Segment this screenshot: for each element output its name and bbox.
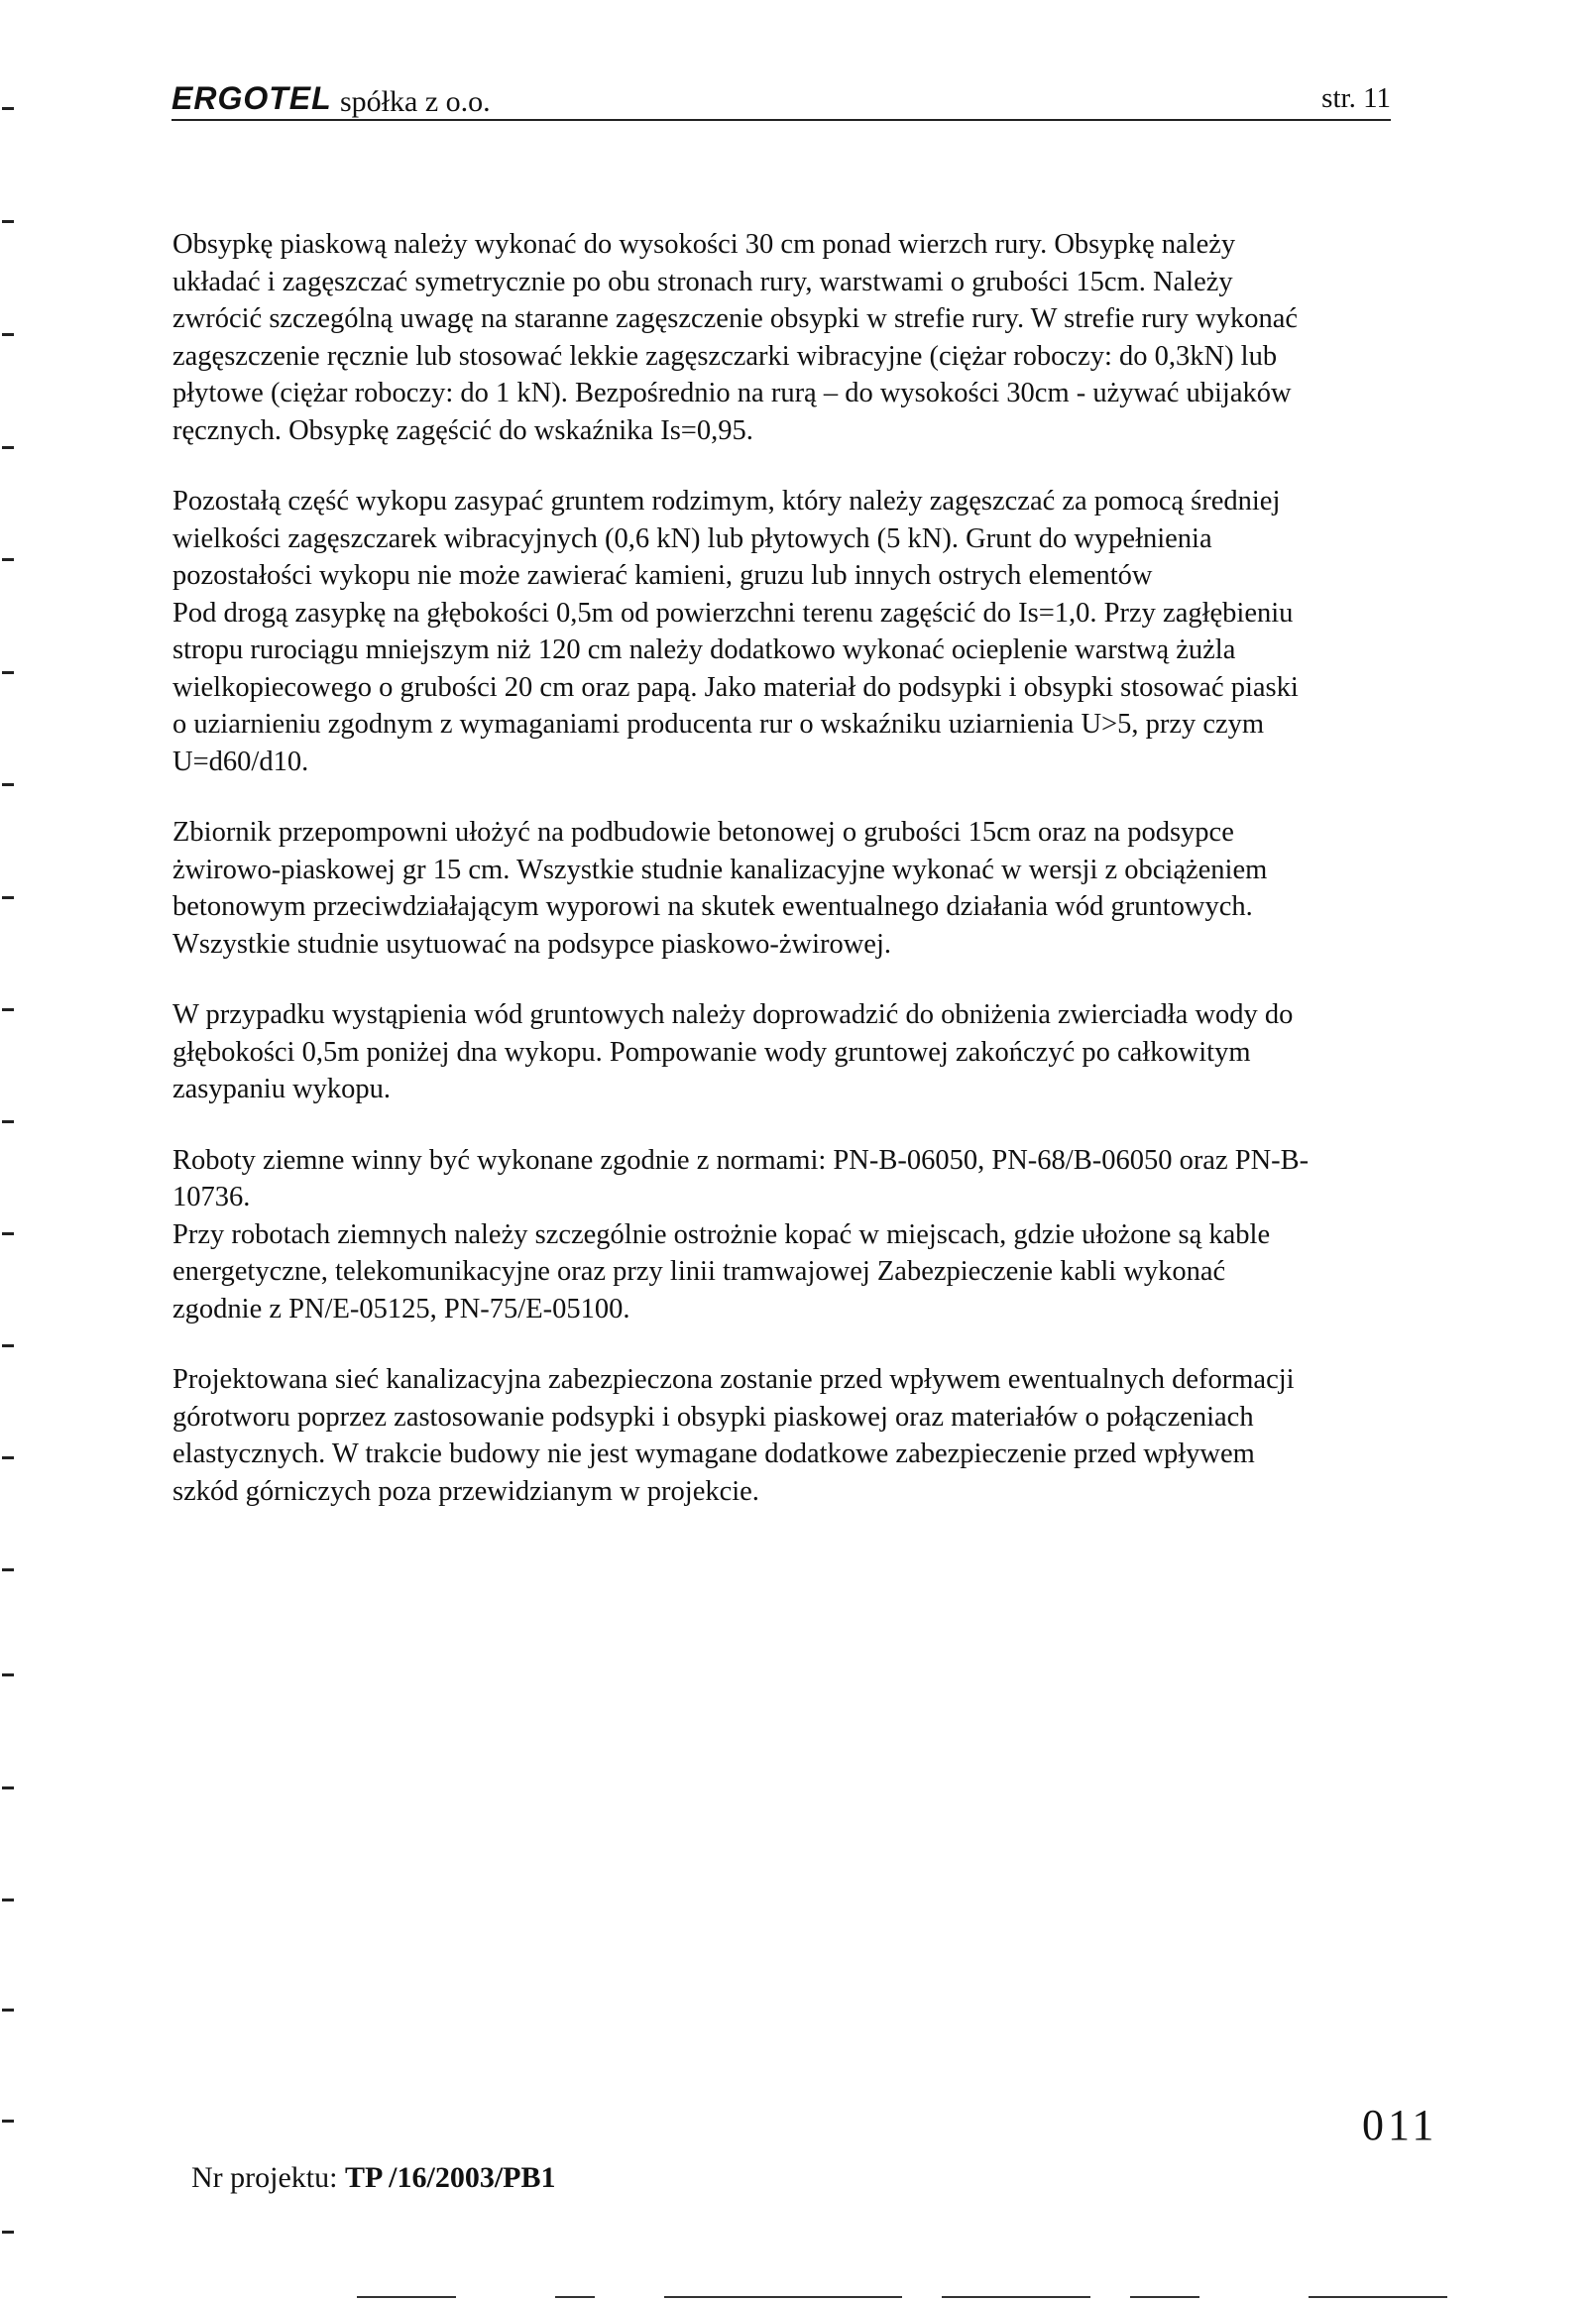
scan-rule <box>555 2296 595 2298</box>
margin-mark <box>2 1456 14 1459</box>
margin-mark <box>2 896 14 899</box>
stamp-number: 011 <box>1362 2101 1438 2149</box>
scan-rule <box>1130 2296 1199 2298</box>
margin-mark <box>2 446 14 449</box>
page-footer <box>191 2161 556 2195</box>
page-header <box>171 75 1391 121</box>
scan-rule <box>942 2296 1090 2298</box>
project-number-label: Nr projektu: <box>191 2161 338 2194</box>
page-number: str. 11 <box>1321 82 1391 114</box>
scan-rule <box>357 2296 456 2298</box>
margin-mark <box>2 220 14 223</box>
margin-mark <box>2 1008 14 1011</box>
paragraph: Pozostałą część wykopu zasypać gruntem rodzimym, który należy zagęszczać za pomocą średniej wielkości zagęszczarek wibracyjnych (0,6 kN) lub płytowych (5 kN). Grunt do wypełnienia pozostałości wykopu nie może zawierać kamieni, gruzu lub innych ostrych elementów Pod drogą zasypkę na głębokości 0,5m od powierzchni terenu zagęścić do Is=1,0. Przy zagłębieniu stropu rurociągu mniejszym niż 120 cm należy dodatkowo wykonać ocieplenie warstwą żużla wielkopiecowego o grubości 20 cm oraz papą. Jako materiał do podsypki i obsypki stosować piaski o uziarnieniu zgodnym z wymaganiami producenta rur o wskaźniku uziarnienia U>5, przy czym U=d60/d10. <box>172 486 1299 777</box>
margin-mark <box>2 1786 14 1789</box>
margin-mark <box>2 2009 14 2012</box>
company-suffix: spółka z o.o. <box>340 85 491 118</box>
scan-rule <box>664 2296 902 2298</box>
margin-mark <box>2 1568 14 1571</box>
margin-mark <box>2 1120 14 1123</box>
paragraph: Projektowana sieć kanalizacyjna zabezpieczona zostanie przed wpływem ewentualnych deformacji górotworu poprzez zastosowanie podsypki i obsypki piaskowej oraz materiałów o połączeniach elastycznych. W trakcie budowy nie jest wymagane dodatkowe zabezpieczenie przed wpływem szkód górniczych poza przewidzianym w projekcie. <box>172 1364 1295 1507</box>
margin-mark <box>2 558 14 561</box>
paragraph: W przypadku wystąpienia wód gruntowych należy doprowadzić do obniżenia zwierciadła wody do głębokości 0,5m poniżej dna wykopu. Pompowanie wody gruntowej zakończyć po całkowitym zasypaniu wykopu. <box>172 999 1294 1104</box>
margin-mark <box>2 1673 14 1676</box>
paragraph: Roboty ziemne winny być wykonane zgodnie z normami: PN-B-06050, PN-68/B-06050 oraz PN-B- 10736. Przy robotach ziemnych należy szczególnie ostrożnie kopać w miejscach, gdzie ułożone są kable energetyczne, telekomunikacyjne oraz przy linii tramwajowej Zabezpieczenie kabli wykonać zgodnie z PN/E-05125, PN-75/E-05100. <box>172 1144 1310 1324</box>
margin-mark <box>2 1899 14 1901</box>
margin-mark <box>2 2120 14 2123</box>
margin-mark <box>2 671 14 674</box>
margin-mark <box>2 2231 14 2234</box>
margin-mark <box>2 333 14 336</box>
document-body <box>172 226 1501 1544</box>
paragraph: Zbiornik przepompowni ułożyć na podbudowie betonowej o grubości 15cm oraz na podsypce żwirowo-piaskowej gr 15 cm. Wszystkie studnie kanalizacyjne wykonać w wersji z obciążeniem betonowym przeciwdziałającym wyporowi na skutek ewentualnego działania wód gruntowych. Wszystkie studnie usytuować na podsypce piaskowo-żwirowej. <box>172 817 1268 960</box>
project-number-value: TP /16/2003/PB1 <box>344 2161 556 2194</box>
margin-mark <box>2 1344 14 1347</box>
company-name: ERGOTEL <box>171 80 332 116</box>
scan-rule <box>1309 2296 1447 2298</box>
margin-mark <box>2 107 14 110</box>
margin-mark <box>2 1232 14 1235</box>
margin-mark <box>2 783 14 786</box>
paragraph: Obsypkę piaskową należy wykonać do wysokości 30 cm ponad wierzch rury. Obsypkę należy układać i zagęszczać symetrycznie po obu stronach rury, warstwami o grubości 15cm. Należy zwrócić szczególną uwagę na staranne zagęszczenie obsypki w strefie rury. W strefie rury wykonać zagęszczenie ręcznie lub stosować lekkie zagęszczarki wibracyjne (ciężar roboczy: do 0,3kN) lub płytowe (ciężar roboczy: do 1 kN). Bezpośrednio na rurą – do wysokości 30cm - używać ubijaków ręcznych. Obsypkę zagęścić do wskaźnika Is=0,95. <box>172 229 1299 446</box>
